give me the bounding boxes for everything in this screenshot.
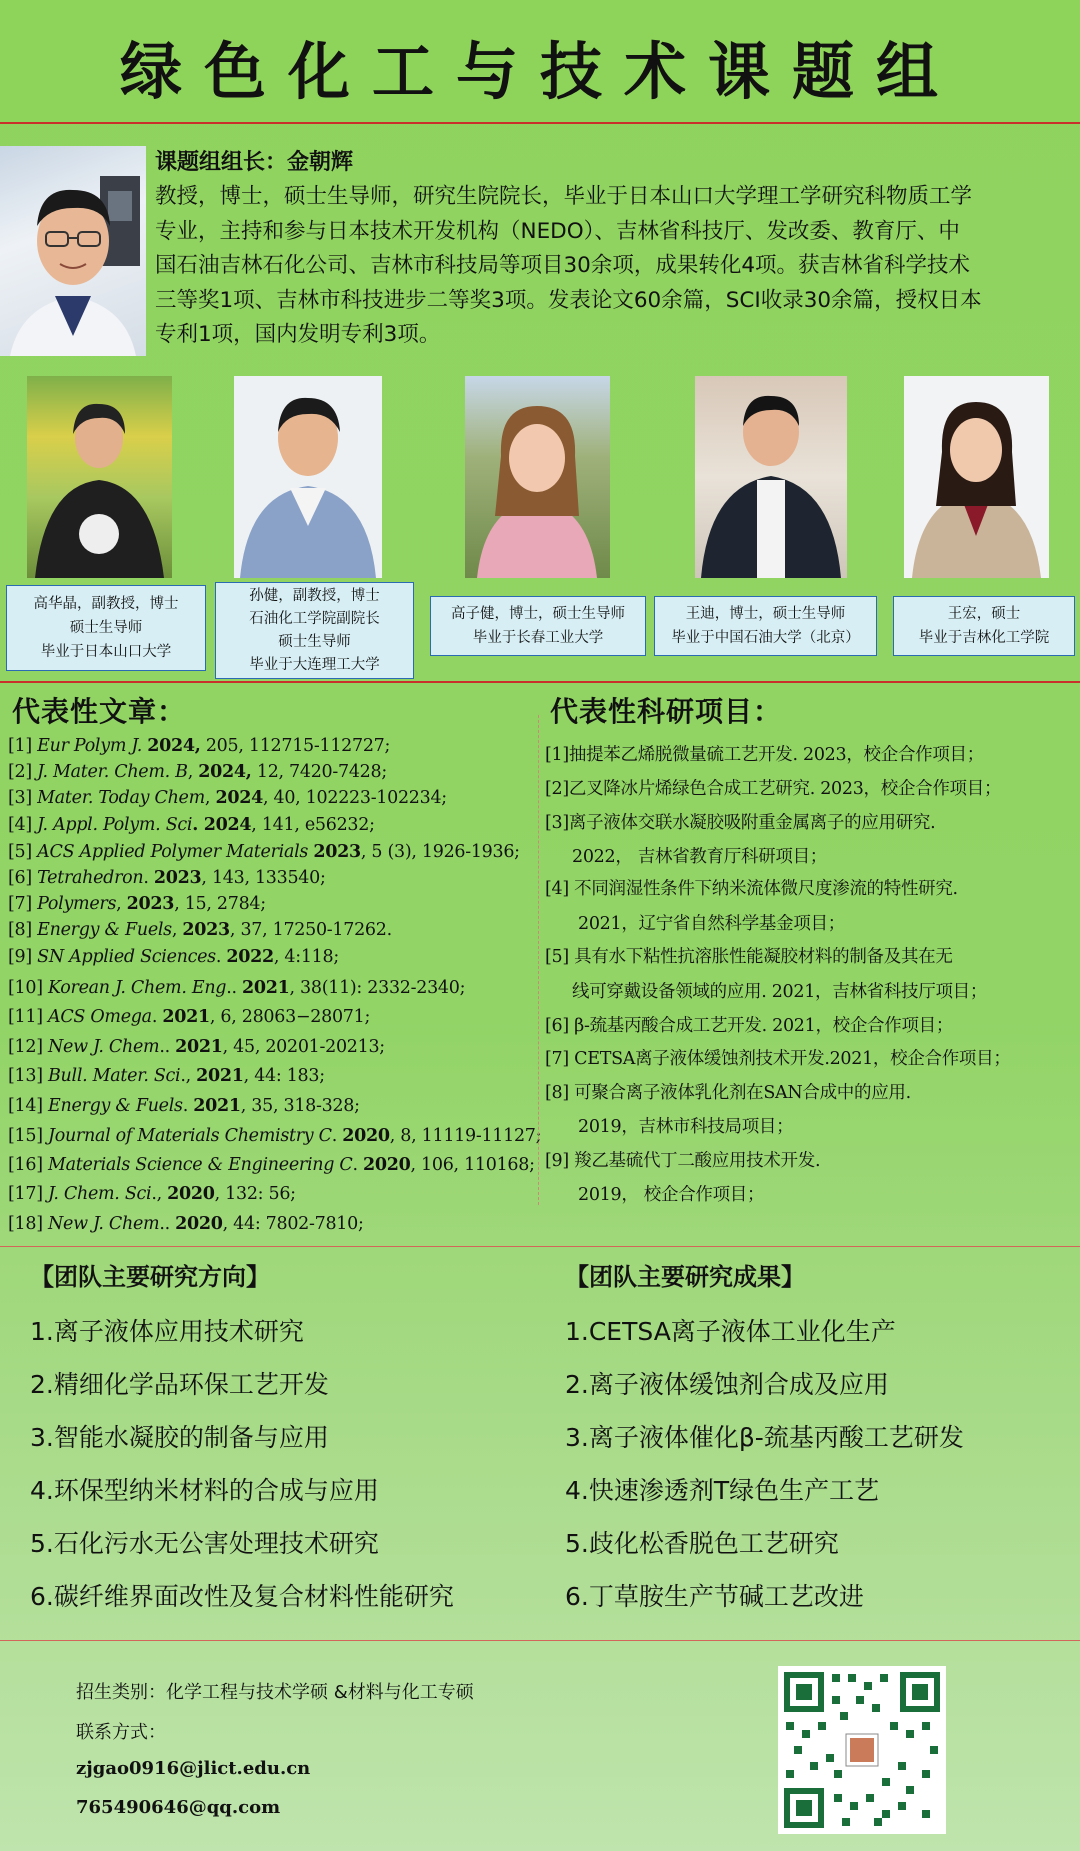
- member-photo-5: [904, 376, 1049, 578]
- achievement-item: 6.丁草胺生产节碱工艺改进: [565, 1582, 864, 1611]
- email-primary[interactable]: zjgao0916@jlict.edu.cn: [76, 1758, 311, 1779]
- qr-code-icon: [778, 1666, 946, 1834]
- publication-item: [12] New J. Chem.. 2021, 45, 20201-20213;: [8, 1037, 385, 1057]
- achievements-title: 【团队主要研究成果】: [565, 1263, 805, 1291]
- publication-item: [14] Energy & Fuels. 2021, 35, 318-328;: [8, 1096, 360, 1116]
- direction-item: 2.精细化学品环保工艺开发: [30, 1370, 329, 1399]
- direction-item: 4.环保型纳米材料的合成与应用: [30, 1476, 379, 1505]
- directions-title: 【团队主要研究方向】: [30, 1263, 270, 1291]
- publication-item: [11] ACS Omega. 2021, 6, 28063−28071;: [8, 1007, 371, 1027]
- caption-line: 硕士生导师: [69, 620, 143, 636]
- caption-line: 孙健，副教授，博士: [249, 587, 380, 604]
- achievement-item: 5.歧化松香脱色工艺研究: [565, 1529, 839, 1558]
- member-caption-3: [430, 596, 646, 656]
- project-line: [2]乙叉降冰片烯绿色合成工艺研究. 2023，校企合作项目；: [545, 779, 1002, 799]
- bio-line: 教授，博士，硕士生导师，研究生院院长，毕业于日本山口大学理工学研究科物质工学: [155, 184, 973, 209]
- header-banner: [0, 0, 1080, 122]
- bio-line: 国石油吉林石化公司、吉林市科技局等项目30余项，成果转化4项。获吉林省科学技术: [155, 253, 971, 278]
- column-separator: [538, 715, 539, 1205]
- caption-line: 毕业于吉林化工学院: [918, 630, 1050, 646]
- achievement-item: 2.离子液体缓蚀剂合成及应用: [565, 1370, 889, 1399]
- member-portrait-icon: [904, 376, 1049, 578]
- leader-portrait-icon: [0, 146, 146, 356]
- publication-item: [6] Tetrahedron. 2023, 143, 133540;: [8, 868, 326, 888]
- caption-line: 高华晶，副教授，博士: [33, 596, 179, 612]
- direction-item: 5.石化污水无公害处理技术研究: [30, 1529, 379, 1558]
- direction-item: 3.智能水凝胶的制备与应用: [30, 1423, 329, 1452]
- member-photo-1: [27, 376, 172, 578]
- leader-photo: [0, 146, 146, 356]
- member-portrait-icon: [234, 376, 382, 578]
- achievement-item: 4.快速渗透剂T绿色生产工艺: [565, 1476, 880, 1505]
- projects-title: 代表性科研项目：: [550, 695, 783, 728]
- project-line: 2019， 校企合作项目；: [578, 1185, 765, 1205]
- caption-line: 王迪，博士，硕士生导师: [685, 606, 846, 622]
- section-divider: [0, 1246, 1080, 1247]
- publication-item: [2] J. Mater. Chem. B, 2024, 12, 7420-7428;: [8, 762, 387, 782]
- section-divider: [0, 681, 1080, 683]
- publication-item: [7] Polymers, 2023, 15, 2784;: [8, 894, 266, 914]
- section-divider: [0, 1640, 1080, 1641]
- publication-item: [10] Korean J. Chem. Eng.. 2021, 38(11): 2332-2340;: [8, 978, 466, 998]
- header-divider: [0, 122, 1080, 124]
- member-portrait-icon: [465, 376, 610, 578]
- project-line: [6] β-巯基丙酸合成工艺开发. 2021，校企合作项目；: [545, 1016, 954, 1036]
- enroll-info: 招生类别：化学工程与技术学硕 &材料与化工专硕: [76, 1682, 474, 1703]
- publications-title: 代表性文章：: [12, 695, 187, 728]
- qr-code: [778, 1666, 946, 1834]
- project-line: 2021，辽宁省自然科学基金项目；: [578, 914, 845, 934]
- caption-line: 毕业于中国石油大学（北京）: [671, 630, 860, 646]
- member-portrait-icon: [27, 376, 172, 578]
- leader-bio: [155, 180, 1077, 353]
- direction-item: 6.碳纤维界面改性及复合材料性能研究: [30, 1582, 454, 1611]
- page-title: 绿色化工与技术课题组: [119, 35, 960, 108]
- project-line: [1]抽提苯乙烯脱微量硫工艺开发. 2023，校企合作项目；: [545, 745, 984, 765]
- caption-line: 毕业于大连理工大学: [249, 656, 380, 673]
- project-line: [5] 具有水下粘性抗溶胀性能凝胶材料的制备及其在无: [545, 947, 953, 967]
- publication-item: [15] Journal of Materials Chemistry C. 2020, 8, 11119-11127;: [8, 1126, 542, 1146]
- publication-item: [3] Mater. Today Chem, 2024, 40, 102223-102234;: [8, 788, 447, 808]
- caption-line: 毕业于日本山口大学: [40, 644, 172, 660]
- caption-line: 硕士生导师: [278, 633, 351, 650]
- publication-item: [17] J. Chem. Sci., 2020, 132: 56;: [8, 1184, 296, 1204]
- publication-item: [8] Energy & Fuels, 2023, 37, 17250-17262.: [8, 920, 392, 940]
- direction-item: 1.离子液体应用技术研究: [30, 1317, 304, 1346]
- publication-item: [5] ACS Applied Polymer Materials 2023, 5 (3), 1926-1936;: [8, 842, 520, 862]
- project-line: 2022， 吉林省教育厅科研项目；: [572, 847, 827, 867]
- contact-label: 联系方式：: [76, 1722, 166, 1743]
- member-photo-3: [465, 376, 610, 578]
- caption-line: 王宏，硕士: [947, 606, 1021, 622]
- caption-line: 石油化工学院副院长: [249, 610, 380, 627]
- project-line: [8] 可聚合离子液体乳化剂在SAN合成中的应用.: [545, 1083, 911, 1103]
- publication-item: [16] Materials Science & Engineering C. 2020, 106, 110168;: [8, 1155, 535, 1175]
- caption-line: 毕业于长春工业大学: [472, 630, 604, 646]
- leader-name: 课题组组长：金朝辉: [155, 150, 354, 175]
- achievement-item: 1.CETSA离子液体工业化生产: [565, 1317, 896, 1346]
- bio-line: 专业，主持和参与日本技术开发机构（NEDO）、吉林省科技厅、发改委、教育厅、中: [155, 218, 960, 244]
- publication-item: [18] New J. Chem.. 2020, 44: 7802-7810;: [8, 1214, 364, 1234]
- member-caption-5: [893, 596, 1075, 656]
- email-secondary[interactable]: 765490646@qq.com: [76, 1797, 281, 1818]
- bio-line: 三等奖1项、吉林市科技进步二等奖3项。发表论文60余篇，SCI收录30余篇，授权日本: [155, 287, 982, 313]
- publication-item: [13] Bull. Mater. Sci., 2021, 44: 183;: [8, 1066, 325, 1086]
- member-caption-4: [654, 596, 877, 656]
- bio-line: 专利1项，国内发明专利3项。: [155, 322, 441, 347]
- achievement-item: 3.离子液体催化β-巯基丙酸工艺研发: [565, 1423, 964, 1452]
- project-line: 线可穿戴设备领域的应用. 2021，吉林省科技厅项目；: [572, 982, 988, 1002]
- project-line: [4] 不同润湿性条件下纳米流体微尺度渗流的特性研究.: [545, 879, 958, 899]
- project-line: [7] CETSA离子液体缓蚀剂技术开发.2021，校企合作项目；: [545, 1049, 1011, 1069]
- project-line: [9] 羧乙基硫代丁二酸应用技术开发.: [545, 1151, 821, 1171]
- caption-line: 高子健，博士，硕士生导师: [451, 606, 625, 622]
- member-caption-2: [215, 582, 414, 679]
- publication-item: [9] SN Applied Sciences. 2022, 4:118;: [8, 947, 339, 967]
- project-line: 2019，吉林市科技局项目；: [578, 1117, 794, 1137]
- member-photo-4: [695, 376, 847, 578]
- member-caption-1: [6, 585, 206, 671]
- publication-item: [1] Eur Polym J. 2024, 205, 112715-112727;: [8, 736, 391, 756]
- member-photo-2: [234, 376, 382, 578]
- project-line: [3]离子液体交联水凝胶吸附重金属离子的应用研究.: [545, 813, 936, 833]
- member-portrait-icon: [695, 376, 847, 578]
- publication-item: [4] J. Appl. Polym. Sci. 2024, 141, e56232;: [8, 815, 375, 835]
